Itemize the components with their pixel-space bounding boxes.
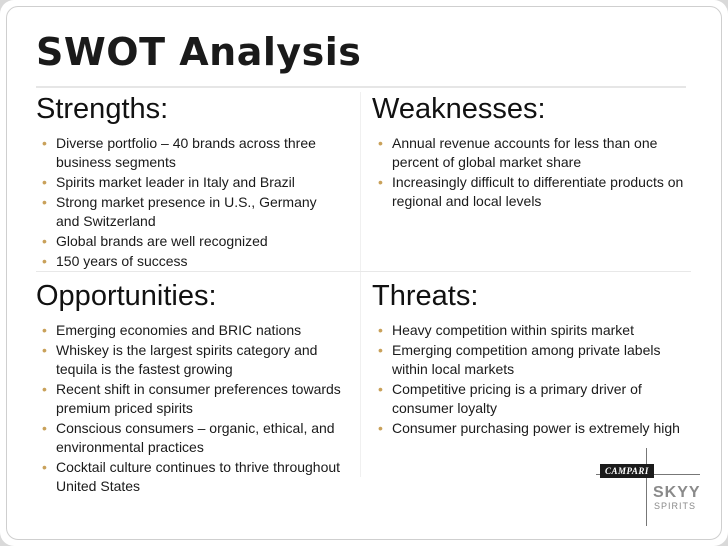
list-item: • Spirits market leader in Italy and Brazil	[36, 173, 341, 192]
list-item: • Increasingly difficult to differentiate products on regional and local levels	[372, 173, 692, 211]
list-item: • Competitive pricing is a primary driver of consumer loyalty	[372, 380, 697, 418]
opportunities-list	[36, 321, 361, 496]
list-item: • Diverse portfolio – 40 brands across three business segments	[36, 134, 341, 172]
list-item: • Strong market presence in U.S., Germany and Switzerland	[36, 193, 341, 231]
logo-vertical-line	[646, 448, 647, 526]
spirits-logo-text: SPIRITS	[654, 501, 697, 511]
opportunities-heading: Opportunities:	[36, 280, 217, 312]
list-item: • Annual revenue accounts for less than one percent of global market share	[372, 134, 692, 172]
list-item: • Recent shift in consumer preferences towards premium priced spirits	[36, 380, 361, 418]
weaknesses-heading: Weaknesses:	[372, 93, 546, 125]
weaknesses-list	[372, 134, 692, 211]
threats-list	[372, 321, 697, 438]
threats-heading: Threats:	[372, 280, 479, 312]
strengths-heading: Strengths:	[36, 93, 169, 125]
campari-skyy-logo	[596, 448, 706, 528]
list-item: • Consumer purchasing power is extremely high	[372, 419, 697, 438]
title-divider	[36, 86, 686, 88]
list-item: • Conscious consumers – organic, ethical, and environmental practices	[36, 419, 361, 457]
list-item: • Emerging competition among private labels within local markets	[372, 341, 697, 379]
skyy-logo-text: SKYY	[653, 484, 701, 501]
list-item: • Emerging economies and BRIC nations	[36, 321, 361, 340]
opportunities-section	[36, 279, 361, 497]
campari-logo-text: CAMPARI	[600, 464, 654, 478]
strengths-list	[36, 134, 341, 271]
list-item: • Global brands are well recognized	[36, 232, 341, 251]
strengths-section	[36, 92, 341, 272]
slide-title: SWOT Analysis	[36, 30, 362, 74]
list-item: • 150 years of success	[36, 252, 341, 271]
list-item: • Heavy competition within spirits market	[372, 321, 697, 340]
threats-section	[372, 279, 697, 439]
weaknesses-section	[372, 92, 692, 212]
list-item: • Cocktail culture continues to thrive throughout United States	[36, 458, 361, 496]
list-item: • Whiskey is the largest spirits category and tequila is the fastest growing	[36, 341, 361, 379]
